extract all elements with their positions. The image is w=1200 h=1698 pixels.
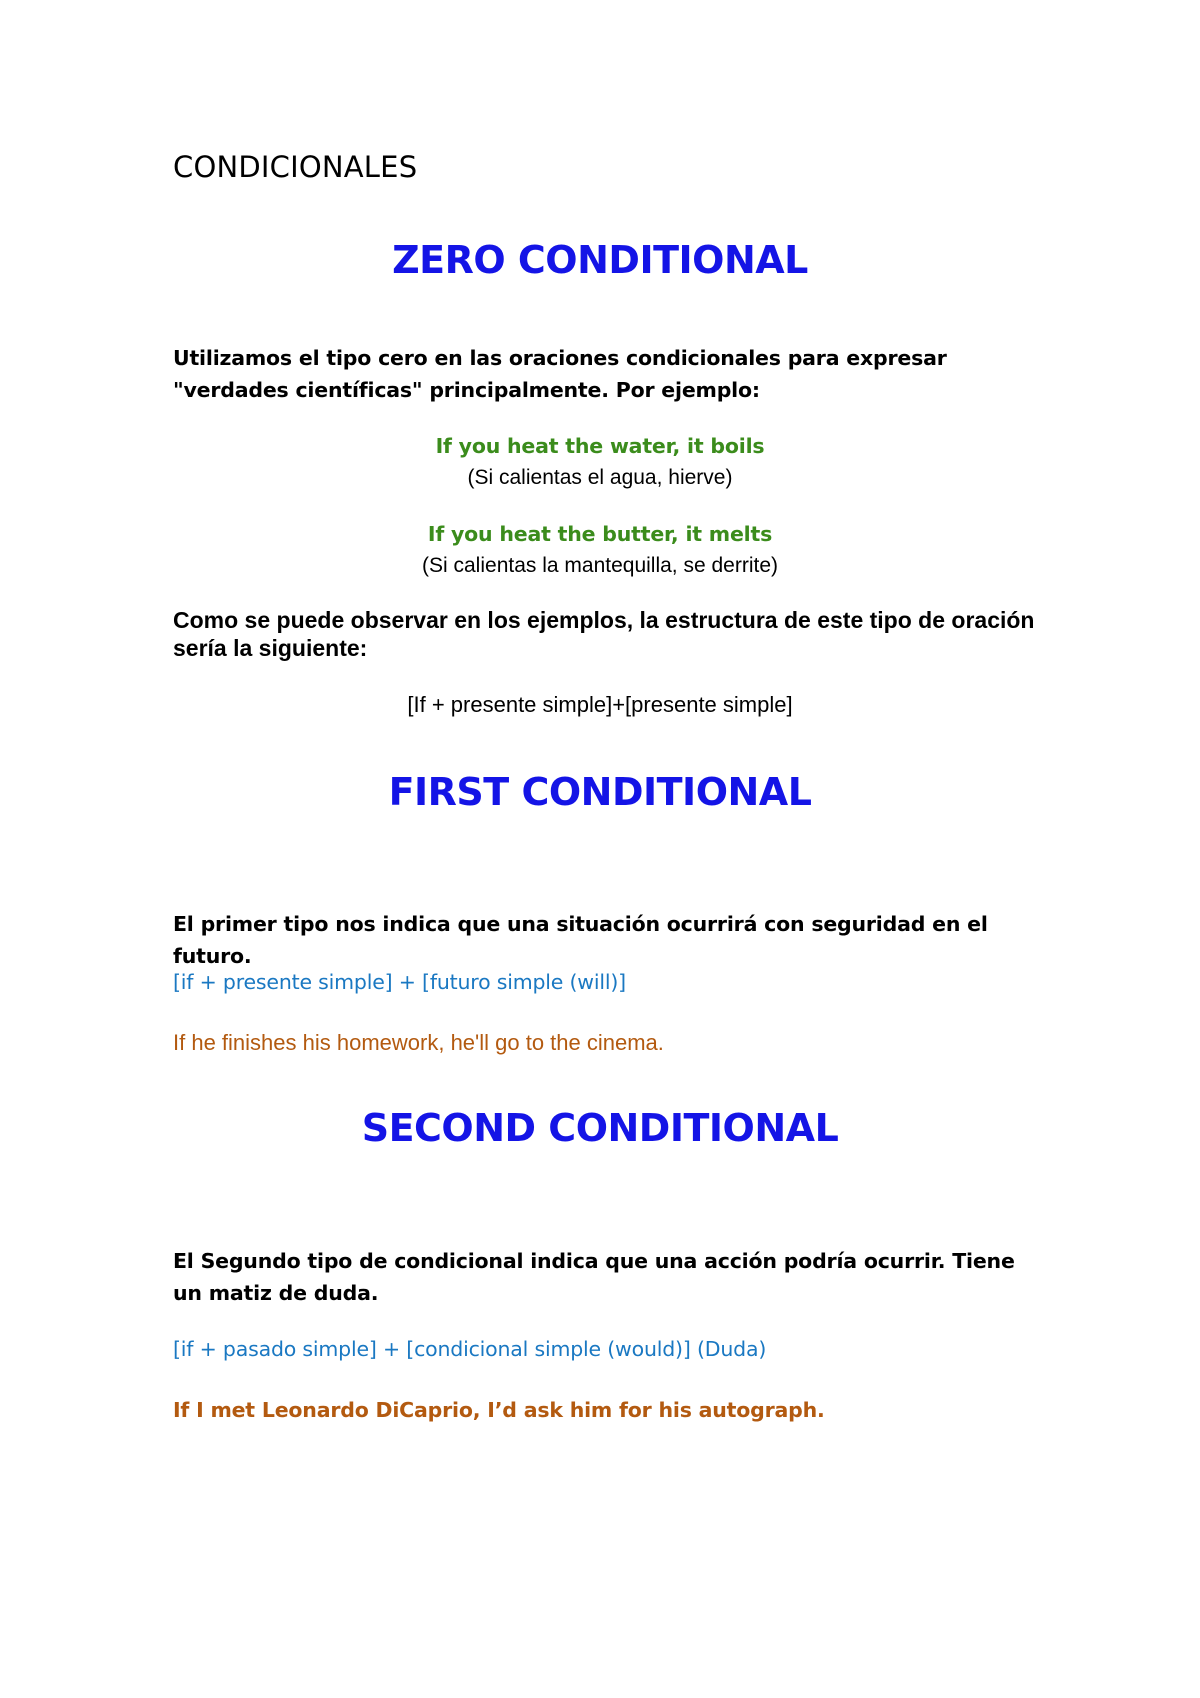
- first-conditional-example: If he finishes his homework, he'll go to the cinema.: [173, 1030, 664, 1055]
- zero-conditional-observation: Como se puede observar en los ejemplos, la estructura de este tipo de oración sería la siguiente:: [173, 607, 1035, 661]
- document-title: CONDICIONALES: [173, 150, 418, 184]
- first-conditional-structure: [if + presente simple] + [futuro simple (will)]: [173, 970, 626, 994]
- first-conditional-heading: FIRST CONDITIONAL: [388, 770, 812, 814]
- zero-conditional-intro: Utilizamos el tipo cero en las oraciones condicionales para expresar "verdades científicas" principalmente. Por ejemplo:: [173, 346, 947, 402]
- zero-conditional-structure: [If + presente simple]+[presente simple]: [407, 692, 793, 717]
- first-conditional-description: El primer tipo nos indica que una situación ocurrirá con seguridad en el futuro.: [173, 912, 988, 968]
- zero-example-2-english: If you heat the butter, it melts: [427, 522, 773, 546]
- zero-example-1-spanish: (Si calientas el agua, hierve): [467, 466, 733, 489]
- second-conditional-example: If I met Leonardo DiCaprio, I’d ask him for his autograph.: [173, 1398, 825, 1422]
- zero-example-1-english: If you heat the water, it boils: [435, 434, 765, 458]
- second-conditional-heading: SECOND CONDITIONAL: [361, 1106, 839, 1150]
- zero-example-2-spanish: (Si calientas la mantequilla, se derrite): [422, 554, 778, 577]
- second-conditional-description: El Segundo tipo de condicional indica que una acción podría ocurrir. Tiene un matiz de duda.: [173, 1249, 1015, 1305]
- second-conditional-structure: [if + pasado simple] + [condicional simple (would)] (Duda): [173, 1337, 767, 1361]
- zero-conditional-heading: ZERO CONDITIONAL: [392, 238, 808, 282]
